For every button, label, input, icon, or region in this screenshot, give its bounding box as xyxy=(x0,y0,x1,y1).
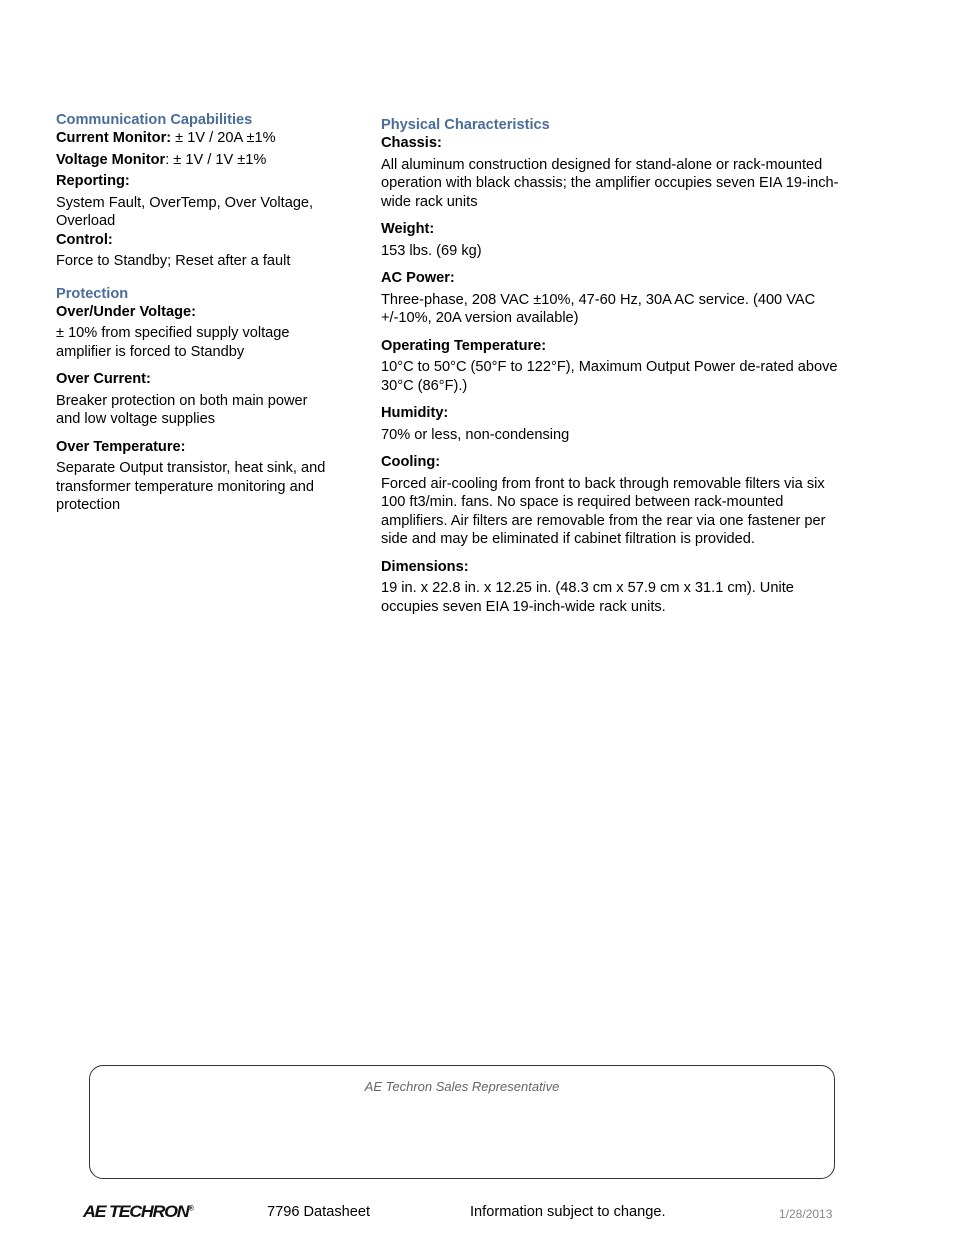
dimensions-label: Dimensions: xyxy=(381,558,469,575)
sales-representative-label: AE Techron Sales Representative xyxy=(364,1079,560,1094)
ac-power-text: Three-phase, 208 VAC ±10%, 47-60 Hz, 30A AC service. (400 VAC +/-10%, 20A version available) xyxy=(381,291,816,326)
protection-heading: Protection xyxy=(56,285,129,302)
right-column xyxy=(381,116,849,616)
reporting-text: System Fault, OverTemp, Over Voltage, Overload xyxy=(56,194,314,229)
logo-registered-mark: ® xyxy=(188,1205,194,1213)
dimensions-text: 19 in. x 22.8 in. x 12.25 in. (48.3 cm x 57.9 cm x 31.1 cm). Unite occupies seven EIA 19-inch-wide rack units. xyxy=(381,580,794,615)
over-temperature-label: Over Temperature: xyxy=(56,438,186,455)
current-monitor-label: Current Monitor: xyxy=(56,130,172,146)
humidity-label: Humidity: xyxy=(381,405,449,421)
weight-label: Weight: xyxy=(381,221,435,237)
current-monitor-value: ± 1V / 20A ±1% xyxy=(171,130,276,146)
control-label: Control: xyxy=(56,231,113,248)
chassis-label: Chassis: xyxy=(381,135,442,151)
footer-info: Information subject to change. xyxy=(470,1204,666,1220)
cooling-text: Forced air-cooling from front to back through removable filters via six 100 ft3/min. fans. No space is required between rack-mounted amplifiers. Air filters are removable from the rear via one fastener per side and may be eliminated if cabinet filtration is provided. xyxy=(381,475,826,547)
over-under-voltage-label: Over/Under Voltage: xyxy=(56,303,197,320)
sales-representative-box xyxy=(89,1065,835,1179)
voltage-monitor-value: : ± 1V / 1V ±1% xyxy=(165,151,267,168)
left-column xyxy=(56,111,331,515)
over-under-voltage-text: ± 10% from specified supply voltage amplifier is forced to Standby xyxy=(56,325,290,360)
operating-temperature-label: Operating Temperature: xyxy=(381,337,547,354)
footer-datasheet: 7796 Datasheet xyxy=(267,1204,371,1220)
operating-temperature-text: 10°C to 50°C (50°F to 122°F), Maximum Output Power de-rated above 30°C (86°F).) xyxy=(381,359,838,394)
logo-text: AE TECHRON xyxy=(83,1202,189,1221)
ac-power-label: AC Power: xyxy=(381,270,455,286)
weight-text: 153 lbs. (69 kg) xyxy=(381,242,482,259)
chassis-text: All aluminum construction designed for stand-alone or rack-mounted operation with black chassis; the amplifier occupies seven EIA 19-inch-wide rack units xyxy=(381,156,839,210)
control-text: Force to Standby; Reset after a fault xyxy=(56,253,291,269)
voltage-monitor-label: Voltage Monitor xyxy=(56,151,166,168)
cooling-label: Cooling: xyxy=(381,454,441,470)
voltage-monitor-line xyxy=(56,151,331,170)
physical-characteristics-heading: Physical Characteristics xyxy=(381,117,550,133)
humidity-text: 70% or less, non-condensing xyxy=(381,426,570,443)
footer-date: 1/28/2013 xyxy=(779,1207,833,1221)
reporting-label: Reporting: xyxy=(56,173,130,189)
current-monitor-line xyxy=(56,129,331,148)
communication-capabilities-heading: Communication Capabilities xyxy=(56,112,253,128)
over-temperature-text: Separate Output transistor, heat sink, and transformer temperature monitoring and protection xyxy=(56,460,326,513)
ae-techron-logo xyxy=(83,1202,194,1222)
over-current-text: Breaker protection on both main power and low voltage supplies xyxy=(56,392,308,427)
over-current-label: Over Current: xyxy=(56,371,151,387)
